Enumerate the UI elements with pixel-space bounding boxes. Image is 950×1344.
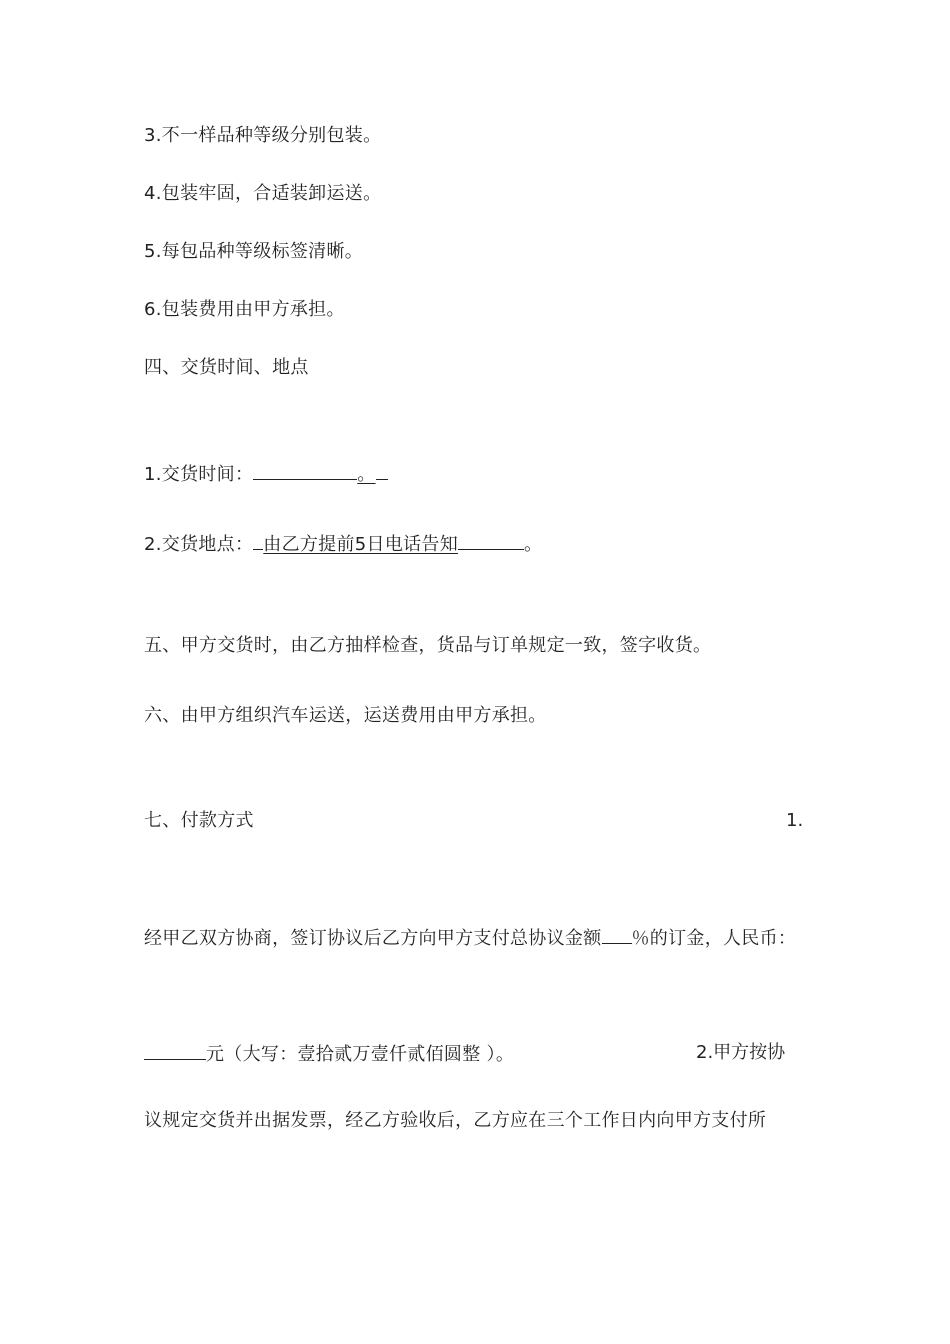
delivery-place-blank-start (253, 531, 263, 550)
packaging-clause-6: 6.包装费用由甲方承担。 (144, 299, 345, 320)
section-inspection: 五、甲方交货时，由乙方抽样检查，货品与订单规定一致，签字收货。 (144, 635, 712, 656)
payment-item-number-1: 1. (786, 810, 804, 831)
section-heading-delivery: 四、交货时间、地点 (144, 357, 309, 378)
delivery-time-suffix: 。 (357, 464, 376, 485)
delivery-place-suffix: 。 (524, 534, 543, 555)
payment-amount-text: 元（大写：壹拾贰万壹仟贰佰圆整 ）。 (206, 1044, 515, 1065)
packaging-clause-5: 5.每包品种等级标签清晰。 (144, 241, 364, 262)
section-transport: 六、由甲方组织汽车运送，运送费用由甲方承担。 (144, 705, 547, 726)
payment-clause-1-text: 经甲乙双方协商，签订协议后乙方向甲方支付总协议金额 (144, 928, 602, 949)
delivery-time-blank-end (376, 461, 388, 480)
delivery-place-line (144, 531, 542, 557)
delivery-place-value: 由乙方提前5日电话告知 (263, 534, 459, 555)
amount-blank (144, 1041, 206, 1060)
payment-amount-line (144, 1041, 514, 1067)
packaging-clause-4: 4.包装牢固，合适装卸运送。 (144, 183, 382, 204)
delivery-place-label: 2.交货地点： (144, 534, 254, 555)
payment-clause-1-line (144, 925, 796, 951)
payment-clause-1-suffix: ％的订金，人民币： (631, 928, 797, 949)
packaging-clause-3: 3.不一样品种等级分别包装。 (144, 125, 382, 146)
delivery-time-label: 1.交货时间： (144, 464, 254, 485)
section-heading-payment: 七、付款方式 (144, 810, 254, 831)
delivery-time-line (144, 461, 388, 487)
deposit-percent-blank (602, 925, 632, 944)
delivery-time-blank (253, 461, 357, 480)
delivery-place-blank-end (458, 531, 524, 550)
payment-item-2-start: 2.甲方按协 (696, 1042, 786, 1063)
payment-clause-2-continuation: 议规定交货并出据发票，经乙方验收后，乙方应在三个工作日内向甲方支付所 (144, 1110, 767, 1131)
